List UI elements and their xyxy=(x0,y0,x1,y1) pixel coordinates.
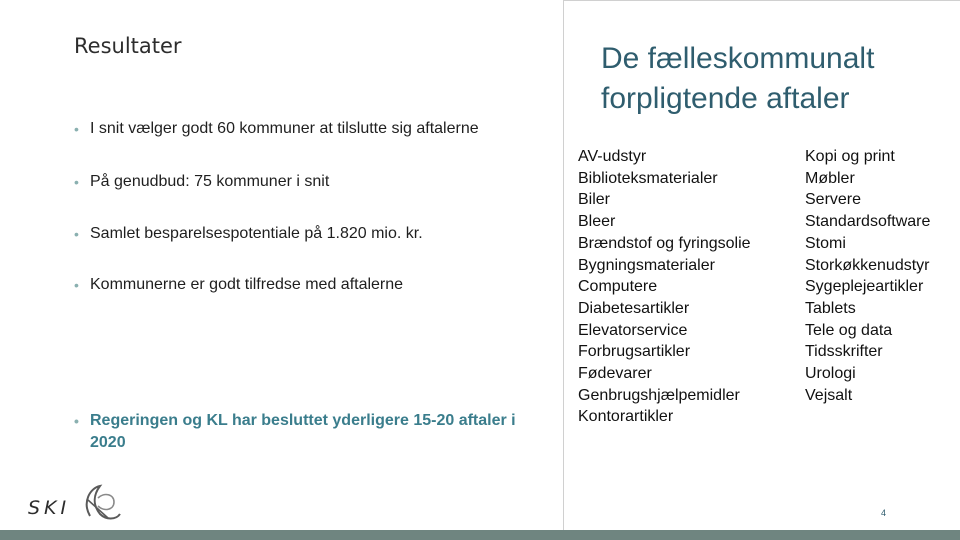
bullet-item xyxy=(70,274,550,296)
agreement-item: Biler xyxy=(578,191,611,209)
agreement-item: Sygeplejeartikler xyxy=(805,278,924,296)
agreement-item: Bleer xyxy=(578,213,616,231)
bullet-text: Regeringen og KL har besluttet yderligere 15-20 aftaler i 2020 xyxy=(90,412,516,451)
agreements-list-col2 xyxy=(805,146,930,406)
agreement-item: Fødevarer xyxy=(578,365,652,383)
bullet-text: Kommunerne er godt tilfredse med aftalerne xyxy=(90,276,404,293)
agreement-item: Genbrugshjælpemidler xyxy=(578,386,740,404)
agreement-item: Computere xyxy=(578,278,658,296)
bullet-text: Samlet besparelsespotentiale på 1.820 mio. kr. xyxy=(90,225,423,242)
agreement-item: Elevatorservice xyxy=(578,321,688,339)
bullet-text: På genudbud: 75 kommuner i snit xyxy=(90,173,330,190)
agreement-item: Tele og data xyxy=(805,321,893,339)
agreement-item: Vejsalt xyxy=(805,386,853,404)
bullet-text: I snit vælger godt 60 kommuner at tilslutte sig aftalerne xyxy=(90,120,479,137)
bullet-marker: • xyxy=(74,413,79,429)
ski-logo-icon xyxy=(28,480,128,524)
bullet-marker: • xyxy=(74,174,79,190)
agreement-item: Tidsskrifter xyxy=(805,343,883,361)
panel-divider-top xyxy=(563,0,960,1)
bullet-marker: • xyxy=(74,226,79,242)
bullet-marker: • xyxy=(74,277,79,293)
bullet-item xyxy=(70,223,550,245)
bullet-item xyxy=(70,171,550,193)
slide-title: Resultater xyxy=(74,34,182,58)
logo-text: SKI xyxy=(28,497,71,519)
agreements-list-col1 xyxy=(578,146,751,428)
footer-bar xyxy=(0,530,960,540)
agreement-item: Tablets xyxy=(805,299,856,317)
agreement-item: Storkøkkenudstyr xyxy=(805,256,930,274)
agreement-item: Stomi xyxy=(805,234,846,252)
agreement-item: Bygningsmaterialer xyxy=(578,256,715,274)
bullet-item xyxy=(70,118,550,140)
agreement-item: Servere xyxy=(805,191,862,209)
bullet-list xyxy=(70,118,550,451)
agreement-item: Urologi xyxy=(805,365,856,383)
agreement-item: Biblioteksmaterialer xyxy=(578,169,718,187)
panel-divider-vertical xyxy=(563,0,564,530)
agreements-title: De fælleskommunalt forpligtende aftaler xyxy=(601,42,875,115)
agreement-item: Møbler xyxy=(805,169,855,187)
agreement-item: Diabetesartikler xyxy=(578,299,690,317)
agreement-item: Kopi og print xyxy=(805,148,895,165)
page-number: 4 xyxy=(881,508,887,518)
agreement-item: Forbrugsartikler xyxy=(578,343,691,361)
bullet-item-highlight xyxy=(70,410,530,454)
agreement-item: Brændstof og fyringsolie xyxy=(578,234,751,252)
agreement-item: Standardsoftware xyxy=(805,213,931,231)
agreement-item: Kontorartikler xyxy=(578,408,674,426)
bullet-marker: • xyxy=(74,121,79,137)
agreement-item: AV-udstyr xyxy=(578,148,647,165)
